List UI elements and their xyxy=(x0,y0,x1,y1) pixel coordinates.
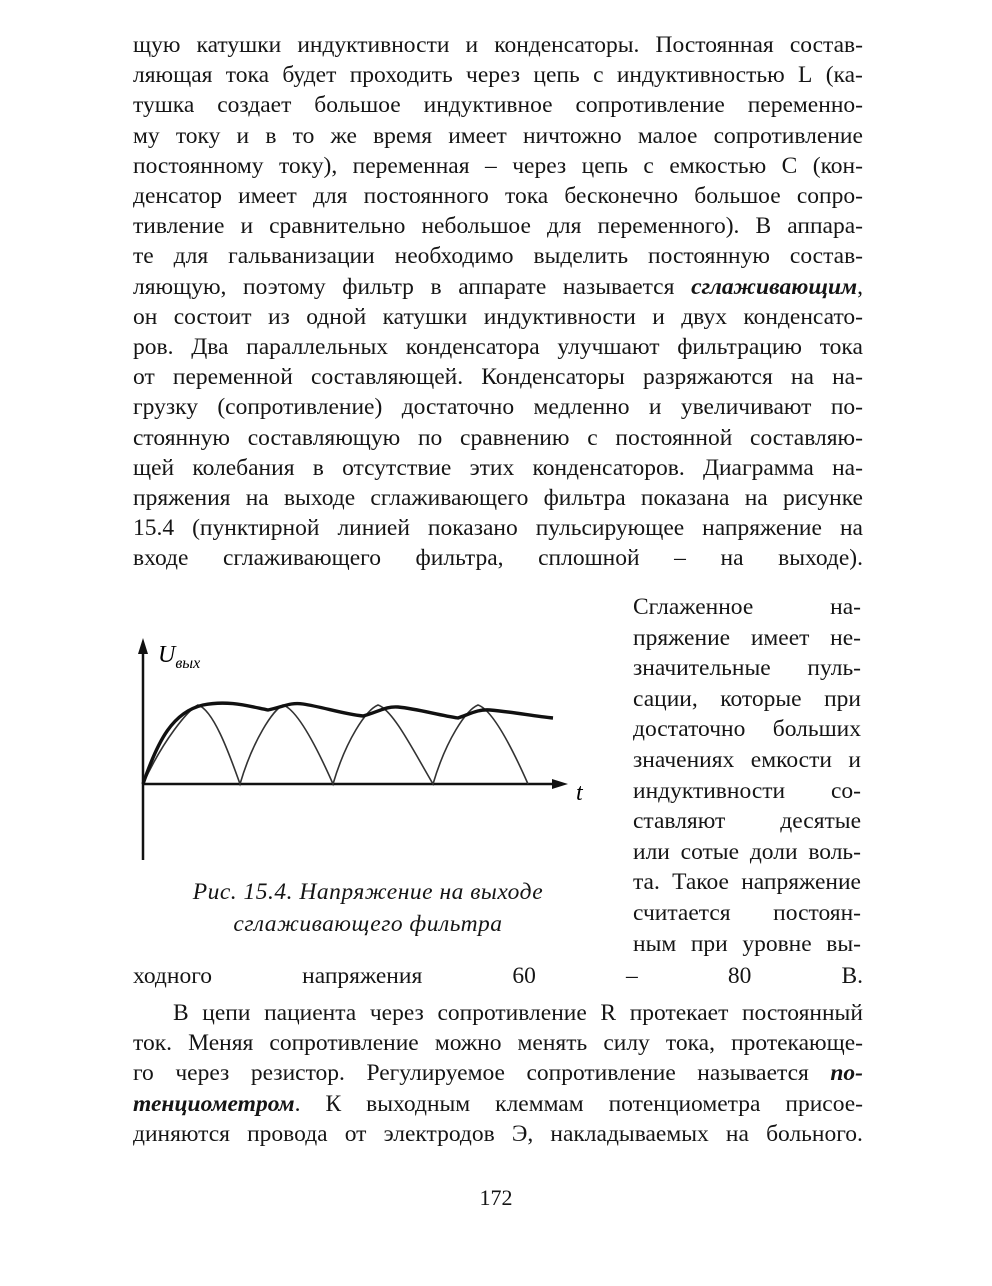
text-line: считается постоян- xyxy=(633,899,861,926)
text-line: ров. Два параллельных конденсатора улучшают фильтрацию тока xyxy=(133,334,863,361)
text-line: ходного напряжения 60 – 80 В. xyxy=(133,963,863,989)
text-line: ток. Меняя сопротивление можно менять силу тока, протекающе- xyxy=(133,1030,863,1057)
text-line: достаточно больших xyxy=(633,716,861,743)
text-line: диняются провода от электродов Э, накладываемых на больного. xyxy=(133,1120,863,1147)
y-axis-label: $U_{вых}$ xyxy=(158,642,201,672)
text-line: ляющую, поэтому фильтр в аппарате называется сглаживающим, xyxy=(133,273,863,300)
text-line: денсатор имеет для постоянного тока бесконечно большое сопро- xyxy=(133,183,863,210)
text-line: 15.4 (пунктирной линией показано пульсирующее напряжение на xyxy=(133,515,863,542)
text-line: от переменной составляющей. Конденсаторы разряжаются на на- xyxy=(133,364,863,391)
figure-caption xyxy=(128,876,608,940)
text-line: та. Такое напряжение xyxy=(633,869,861,896)
text-line: те для гальванизации необходимо выделить постоянную состав- xyxy=(133,243,863,270)
side-column-text xyxy=(633,592,861,959)
caption-line: Рис. 15.4. Напряжение на выходе xyxy=(192,879,544,905)
text-line: он состоит из одной катушки индуктивности и двух конденсато- xyxy=(133,303,863,330)
text-line: щую катушки индуктивности и конденсаторы. Постоянная состав- xyxy=(133,32,863,58)
text-line: ставляют десятые xyxy=(633,808,861,835)
voltage-diagram xyxy=(128,630,598,870)
paragraph-potentiometer xyxy=(133,998,863,1149)
x-axis-arrow xyxy=(552,779,568,789)
text-line: щей колебания в отсутствие этих конденсаторов. Диаграмма на- xyxy=(133,454,863,481)
y-axis-arrow xyxy=(138,638,148,654)
text-line: В цепи пациента через сопротивление R протекает постоянный xyxy=(173,1000,863,1026)
text-line: го через резистор. Регулируемое сопротивление называется по- xyxy=(133,1060,863,1087)
term-potentiometer-part1: по- xyxy=(830,1060,863,1087)
text-line: тушка создает большое индуктивное сопротивление переменно- xyxy=(133,92,863,119)
term-potentiometer-part2: тенциометром xyxy=(133,1090,295,1117)
text-line: стоянную составляющую по сравнению с постоянной составляю- xyxy=(133,424,863,451)
text-line: входе сглаживающего фильтра, сплошной – на выходе). xyxy=(133,545,863,572)
text-line: ным при уровне вы- xyxy=(633,930,861,957)
page-number: 172 xyxy=(479,1185,513,1210)
side-column-tail xyxy=(133,961,863,991)
text-line: постоянному току), переменная – через цепь с емкостью С (кон- xyxy=(133,152,863,179)
input-pulsating-voltage xyxy=(143,705,528,784)
text-line: пряжения на выходе сглаживающего фильтра показана на рисунке xyxy=(133,485,863,512)
text-line: значениях емкости и xyxy=(633,746,861,773)
paragraph-filter-description xyxy=(133,30,863,574)
caption-line: сглаживающего фильтра xyxy=(233,911,503,937)
text-line: тенциометром. К выходным клеммам потенциометра присое- xyxy=(133,1090,863,1117)
text-line: значительные пуль- xyxy=(633,655,861,682)
text-line: или сотые доли воль- xyxy=(633,838,861,865)
text-line: ляющая тока будет проходить через цепь с индуктивностью L (ка- xyxy=(133,62,863,89)
text-line: Сглаженное на- xyxy=(633,594,861,620)
text-line: пряжение имеет не- xyxy=(633,624,861,651)
term-smoothing: сглаживающим xyxy=(691,273,858,300)
text-line: индуктивности со- xyxy=(633,777,861,804)
text-line: грузку (сопротивление) достаточно медленно и увеличивают по- xyxy=(133,394,863,421)
text-line: му току и в то же время имеет ничтожно малое сопротивление xyxy=(133,122,863,149)
text-line: сации, которые при xyxy=(633,685,861,712)
x-axis-label: t xyxy=(576,780,583,806)
text-line: тивление и сравнительно небольшое для переменного). В аппара- xyxy=(133,213,863,240)
